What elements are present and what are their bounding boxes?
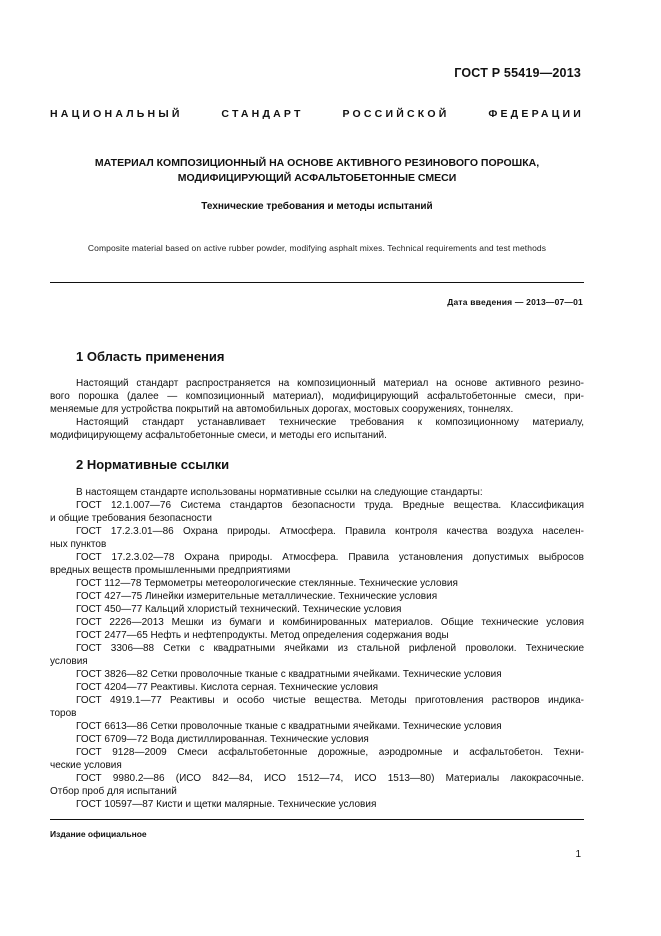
- text-line: модифицирующему асфальтобетонные смеси, и методы его испытаний.: [50, 430, 387, 441]
- document-title: [50, 156, 584, 186]
- reference-line: ГОСТ 6613—86 Сетки проволочные тканые с квадратными ячейками. Технические условия: [76, 721, 502, 732]
- reference-line: ГОСТ 4919.1—77 Реактивы и особо чистые вещества. Методы приготовления растворов индика-: [76, 695, 584, 706]
- page-number: 1: [575, 849, 581, 860]
- effective-date: Дата введения — 2013—07—01: [447, 297, 583, 307]
- reference-line: вредных веществ промышленными предприятиями: [50, 565, 291, 576]
- section-2-heading: 2 Нормативные ссылки: [76, 457, 230, 472]
- reference-line: ГОСТ 17.2.3.01—86 Охрана природы. Атмосфера. Правила контроля качества воздуха населен-: [76, 526, 584, 537]
- section-1-heading: 1 Область применения: [76, 349, 225, 364]
- document-number: ГОСТ Р 55419—2013: [454, 66, 581, 80]
- reference-line: ГОСТ 10597—87 Кисти и щетки малярные. Технические условия: [76, 799, 377, 810]
- reference-line: ГОСТ 3826—82 Сетки проволочные тканые с квадратными ячейками. Технические условия: [76, 669, 502, 680]
- reference-line: ГОСТ 4204—77 Реактивы. Кислота серная. Технические условия: [76, 682, 379, 693]
- reference-line: Отбор проб для испытаний: [50, 786, 177, 797]
- text-line: Настоящий стандарт распространяется на композиционный материал на основе активного резино-: [76, 378, 584, 389]
- reference-line: ных пунктов: [50, 539, 107, 550]
- section-2-body: [50, 486, 584, 811]
- section-1-body: [50, 377, 584, 442]
- document-subtitle: Технические требования и методы испытаний: [201, 201, 433, 212]
- reference-line: ГОСТ 9980.2—86 (ИСО 842—84, ИСО 1512—74, ИСО 1513—80) Материалы лакокрасочные.: [76, 773, 584, 784]
- reference-line: ГОСТ 6709—72 Вода дистиллированная. Технические условия: [76, 734, 369, 745]
- reference-line: условия: [50, 656, 88, 667]
- title-line-1: МАТЕРИАЛ КОМПОЗИЦИОННЫЙ НА ОСНОВЕ АКТИВНОГО РЕЗИНОВОГО ПОРОШКА,: [94, 157, 540, 169]
- text-line: Настоящий стандарт устанавливает технические требования к композиционному материалу,: [76, 417, 584, 428]
- reference-line: ГОСТ 12.1.007—76 Система стандартов безопасности труда. Вредные вещества. Классификация: [76, 500, 584, 511]
- reference-line: ГОСТ 2226—2013 Мешки из бумаги и комбинированных материалов. Общие технические условия: [76, 617, 584, 628]
- title-line-2: МОДИФИЦИРУЮЩИЙ АСФАЛЬТОБЕТОННЫЕ СМЕСИ: [177, 172, 457, 184]
- text-line: вого порошка (далее — композиционный материал), модифицирующий асфальтобетонные смеси, при-: [50, 391, 584, 402]
- header-divider: [50, 282, 584, 283]
- reference-line: и общие требования безопасности: [50, 513, 212, 524]
- reference-line: ГОСТ 2477—65 Нефть и нефтепродукты. Метод определения содержания воды: [76, 630, 449, 641]
- text-line: В настоящем стандарте использованы нормативные ссылки на следующие стандарты:: [76, 487, 483, 498]
- reference-line: ГОСТ 17.2.3.02—78 Охрана природы. Атмосфера. Правила установления допустимых выбросов: [76, 552, 584, 563]
- official-edition-label: Издание официальное: [50, 829, 147, 839]
- reference-line: торов: [50, 708, 77, 719]
- reference-line: ГОСТ 9128—2009 Смеси асфальтобетонные дорожные, аэродромные и асфальтобетон. Техни-: [76, 747, 584, 758]
- text-line: меняемые для устройства покрытий на автомобильных дорогах, мостовых сооружениях, тоннелях.: [50, 404, 514, 415]
- reference-line: ГОСТ 112—78 Термометры метеорологические стеклянные. Технические условия: [76, 578, 458, 589]
- reference-line: ГОСТ 450—77 Кальций хлористый технический. Технические условия: [76, 604, 402, 615]
- national-standard-banner: НАЦИОНАЛЬНЫЙ СТАНДАРТ РОССИЙСКОЙ ФЕДЕРАЦИИ: [50, 108, 584, 120]
- english-title: Composite material based on active rubber powder, modifying asphalt mixes. Technical requirements and test methods: [87, 243, 547, 253]
- footer-divider: [50, 819, 584, 820]
- reference-line: ческие условия: [50, 760, 122, 771]
- reference-line: ГОСТ 3306—88 Сетки с квадратными ячейками из стальной рифленой проволоки. Технические: [76, 643, 584, 654]
- reference-line: ГОСТ 427—75 Линейки измерительные металлические. Технические условия: [76, 591, 438, 602]
